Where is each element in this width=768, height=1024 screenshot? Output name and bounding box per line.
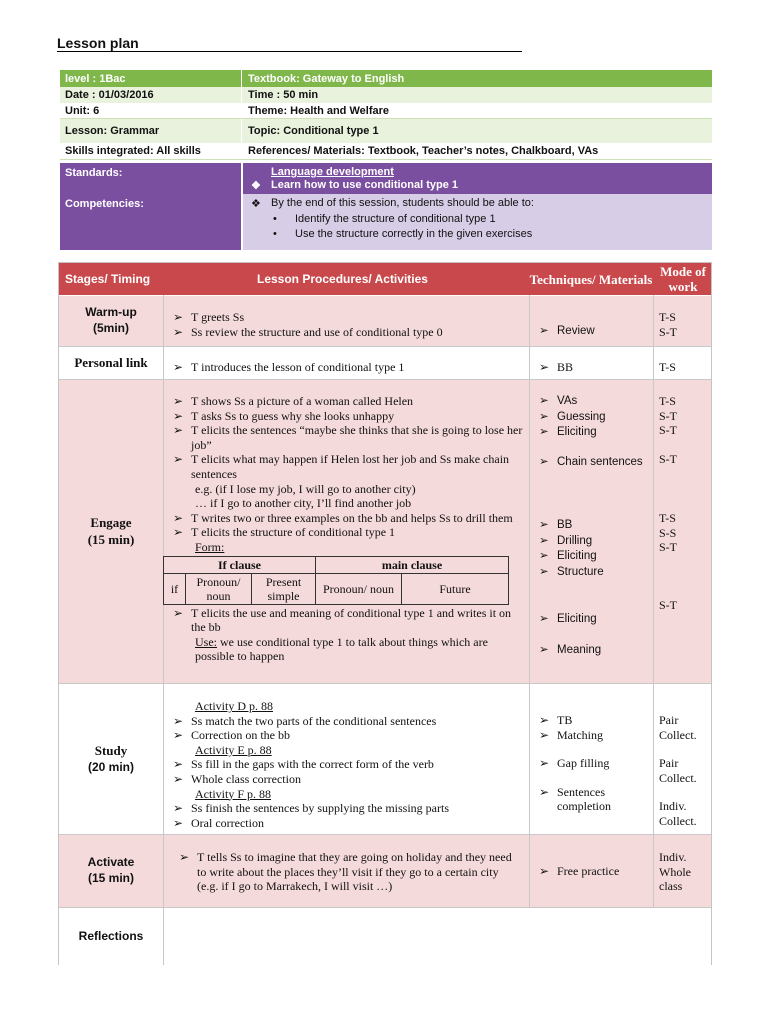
stage-timing: (5min) — [93, 321, 129, 335]
mode-item: Indiv. — [659, 799, 687, 814]
procedure-item: Ss finish the sentences by supplying the missing parts — [191, 801, 449, 816]
technique-item: Matching — [557, 727, 603, 742]
header-techniques: Techniques/ Materials — [529, 271, 653, 287]
mode-item: T-S — [659, 394, 676, 408]
technique-item: VAs — [557, 395, 578, 407]
procedure-item: Whole class correction — [191, 771, 301, 786]
form-cell-pronoun: Pronoun/ noun — [186, 573, 252, 604]
technique-item: Meaning — [557, 643, 602, 656]
mode-item: Pair — [659, 756, 679, 771]
study-mode — [659, 713, 711, 829]
stage-name: Reflections — [78, 928, 144, 943]
standards-label: Standards: — [60, 163, 241, 194]
activate-mode — [659, 850, 711, 894]
arrow-bullet-icon: ➢ — [539, 613, 549, 625]
personal-mode — [659, 360, 711, 375]
mode-item: S-T — [659, 324, 677, 339]
stage-engage — [59, 380, 163, 683]
standards-row — [60, 163, 712, 194]
mode-item: T-S — [659, 310, 676, 324]
topic-cell: Topic: Conditional type 1 — [248, 125, 379, 137]
lesson-cell: Lesson: Grammar — [60, 119, 242, 143]
arrow-bullet-icon: ➢ — [539, 756, 550, 771]
use-label: Use: — [195, 634, 217, 649]
time-cell: Time : 50 min — [248, 89, 319, 101]
arrow-bullet-icon: ➢ — [173, 452, 184, 467]
personal-techniques — [535, 360, 653, 376]
standards-item: Learn how to use conditional type 1 — [271, 179, 459, 191]
activity-label: Activity F p. 88 — [195, 786, 272, 801]
mode-item: T-S — [659, 511, 676, 525]
references-cell: References/ Materials: Textbook, Teacher’s notes, Chalkboard, VAs — [248, 145, 599, 157]
mode-item: T-S — [659, 360, 676, 374]
diamond-bullet-icon: ❖ — [251, 198, 261, 210]
arrow-bullet-icon: ➢ — [539, 727, 550, 742]
main-clause-header: main clause — [316, 556, 509, 573]
activate-procedures — [175, 850, 520, 894]
arrow-bullet-icon: ➢ — [539, 360, 550, 374]
competencies-intro: By the end of this session, students should be able to: — [271, 197, 534, 209]
engage-mode — [659, 394, 711, 466]
engage-techniques-2 — [535, 518, 653, 580]
procedure-item: T elicits the structure of conditional type 1 — [191, 525, 396, 540]
technique-item: Eliciting — [557, 550, 597, 562]
arrow-bullet-icon: ➢ — [539, 784, 550, 799]
stage-study — [59, 684, 163, 834]
arrow-bullet-icon: ➢ — [173, 525, 184, 540]
mode-item: S-T — [659, 598, 677, 612]
arrow-bullet-icon: ➢ — [539, 519, 549, 531]
arrow-bullet-icon: ➢ — [173, 310, 184, 324]
technique-item: Structure — [557, 565, 604, 578]
date-cell: Date : 01/03/2016 — [60, 87, 242, 103]
technique-item: Eliciting — [557, 426, 597, 438]
mode-item: Collect. — [659, 770, 697, 785]
warmup-mode — [659, 310, 711, 339]
arrow-bullet-icon: ➢ — [173, 801, 184, 816]
form-cell-pronoun: Pronoun/ noun — [316, 573, 402, 604]
skills-cell: Skills integrated: All skills — [60, 143, 242, 159]
stage-timing: (15 min) — [87, 531, 135, 547]
engage-mode-2 — [659, 511, 711, 555]
warmup-techniques — [535, 324, 653, 340]
study-techniques — [535, 713, 653, 814]
form-label: Form: — [195, 539, 225, 554]
engage-mode-3 — [659, 598, 711, 613]
info-row-level — [60, 70, 712, 87]
info-row-date — [60, 87, 712, 103]
competency-item: Identify the structure of conditional type 1 — [295, 213, 496, 225]
technique-item: BB — [557, 360, 574, 374]
arrow-bullet-icon: ➢ — [173, 605, 184, 620]
stage-warmup — [59, 296, 163, 346]
mode-item: S-S — [659, 525, 677, 540]
form-cell-if: if — [164, 573, 186, 604]
technique-item: Gap filling — [557, 756, 610, 771]
arrow-bullet-icon: ➢ — [173, 713, 184, 728]
arrow-bullet-icon: ➢ — [539, 550, 549, 562]
procedure-item: T shows Ss a picture of a woman called Helen — [191, 394, 414, 408]
arrow-bullet-icon: ➢ — [173, 728, 184, 743]
mode-item: S-T — [659, 408, 677, 423]
arrow-bullet-icon: ➢ — [173, 408, 184, 423]
textbook-cell: Textbook: Gateway to English — [248, 72, 405, 85]
conditional-form-table — [163, 556, 509, 605]
mode-item: S-T — [659, 540, 677, 555]
procedure-item: Ss fill in the gaps with the correct form of the verb — [191, 757, 434, 772]
activity-label: Activity D p. 88 — [195, 699, 273, 713]
technique-item: Eliciting — [557, 613, 597, 625]
procedure-item: T introduces the lesson of conditional type 1 — [191, 360, 405, 374]
procedure-item: T asks Ss to guess why she looks unhappy — [191, 408, 395, 423]
procedure-item: Oral correction — [191, 815, 264, 830]
unit-cell: Unit: 6 — [60, 103, 242, 118]
personal-procedures — [169, 360, 524, 375]
engage-techniques-3 — [535, 612, 653, 658]
arrow-bullet-icon: ➢ — [539, 426, 549, 438]
stage-name: Activate — [87, 855, 135, 870]
engage-procedures — [169, 394, 524, 664]
technique-item: Guessing — [557, 410, 606, 423]
lesson-plan-title: Lesson plan — [57, 35, 139, 51]
stage-activate — [59, 835, 163, 907]
arrow-bullet-icon: ➢ — [173, 324, 184, 339]
arrow-bullet-icon: ➢ — [173, 423, 184, 438]
procedures-table — [58, 262, 712, 965]
technique-item: Sentences completion — [557, 784, 611, 814]
title-underline — [57, 51, 522, 52]
stage-name: Personal link — [74, 354, 148, 370]
arrow-bullet-icon: ➢ — [539, 395, 549, 407]
mode-item: class — [659, 879, 683, 894]
example-line: … if I go to another city, I’ll find another job — [195, 496, 412, 511]
arrow-bullet-icon: ➢ — [539, 864, 550, 878]
technique-item: Drilling — [557, 534, 593, 547]
arrow-bullet-icon: ➢ — [173, 757, 184, 772]
stage-name: Warm-up — [85, 305, 137, 320]
stage-timing: (15 min) — [87, 871, 134, 885]
engage-techniques — [535, 394, 653, 470]
dot-bullet-icon: • — [273, 228, 277, 240]
arrow-bullet-icon: ➢ — [173, 815, 184, 830]
info-row-unit — [60, 103, 712, 119]
standards-heading: Language development — [271, 166, 394, 178]
header-stages: Stages/ Timing — [65, 272, 151, 286]
mode-item: S-T — [659, 423, 677, 438]
arrow-bullet-icon: ➢ — [173, 394, 184, 408]
procedure-item: T elicits the sentences “maybe she thinks that she is going to lose her job” — [191, 423, 523, 452]
arrow-bullet-icon: ➢ — [539, 713, 550, 727]
technique-item: Review — [557, 325, 595, 337]
arrow-bullet-icon: ➢ — [539, 455, 549, 468]
technique-item: BB — [557, 519, 573, 531]
arrow-bullet-icon: ➢ — [173, 510, 184, 525]
arrow-bullet-icon: ➢ — [539, 534, 549, 547]
competency-item: Use the structure correctly in the given exercises — [295, 228, 533, 240]
technique-item: Free practice — [557, 864, 620, 878]
stage-reflections — [59, 908, 163, 965]
mode-item: Indiv. — [659, 850, 687, 864]
study-procedures — [169, 699, 524, 830]
procedure-item: Ss review the structure and use of conditional type 0 — [191, 324, 443, 339]
stage-personal-link — [59, 347, 163, 379]
dot-bullet-icon: • — [273, 213, 277, 225]
if-clause-header: If clause — [164, 556, 316, 573]
mode-item: Collect. — [659, 727, 697, 742]
warmup-procedures — [169, 310, 524, 339]
arrow-bullet-icon: ➢ — [539, 325, 549, 337]
form-cell-present: Present simple — [252, 573, 316, 604]
procedure-item: T elicits what may happen if Helen lost her job and Ss make chain sentences — [191, 452, 510, 481]
example-line: e.g. (if I lose my job, I will go to another city) — [195, 481, 416, 496]
procedure-item: T elicits the use and meaning of conditional type 1 and writes it on the bb — [191, 605, 512, 635]
procedure-item: Ss match the two parts of the conditional sentences — [191, 713, 437, 728]
stage-name: Engage — [90, 514, 132, 530]
competencies-label: Competencies: — [60, 194, 241, 250]
activate-techniques — [535, 864, 653, 880]
technique-item: TB — [557, 713, 573, 727]
mode-item: Collect. — [659, 813, 697, 828]
stage-name: Study — [94, 742, 128, 758]
stage-timing: (20 min) — [87, 759, 134, 774]
procedure-item: T tells Ss to imagine that they are going on holiday and they need to write about the places they’ll visit if they go to a certain city (e.g. if I go to Marrakech, I will visit …) — [197, 850, 512, 894]
arrow-bullet-icon: ➢ — [539, 565, 549, 578]
info-row-lesson — [60, 119, 712, 143]
arrow-bullet-icon: ➢ — [539, 643, 549, 656]
procedure-item: T greets Ss — [191, 310, 245, 324]
arrow-bullet-icon: ➢ — [173, 360, 184, 374]
mode-item: Whole — [659, 864, 691, 879]
level-cell: level : 1Bac — [60, 70, 242, 87]
theme-cell: Theme: Health and Welfare — [248, 104, 389, 117]
arrow-bullet-icon: ➢ — [173, 771, 184, 786]
header-mode: Mode of work — [660, 264, 706, 294]
form-cell-future: Future — [402, 573, 509, 604]
arrow-bullet-icon: ➢ — [539, 410, 549, 423]
procedure-item: T writes two or three examples on the bb and helps Ss to drill them — [191, 510, 513, 525]
diamond-bullet-icon: ❖ — [251, 180, 261, 192]
use-text: we use conditional type 1 to talk about things which are possible to happen — [195, 634, 488, 664]
mode-item: S-T — [659, 451, 677, 466]
competencies-row — [60, 194, 712, 250]
technique-item: Chain sentences — [557, 455, 643, 468]
info-row-skills — [60, 143, 712, 160]
procedure-item: Correction on the bb — [191, 728, 290, 743]
activity-label: Activity E p. 88 — [195, 742, 272, 757]
procedures-table-header — [59, 263, 711, 295]
arrow-bullet-icon: ➢ — [179, 850, 190, 864]
mode-item: Pair — [659, 713, 679, 727]
header-procedures: Lesson Procedures/ Activities — [257, 272, 428, 286]
